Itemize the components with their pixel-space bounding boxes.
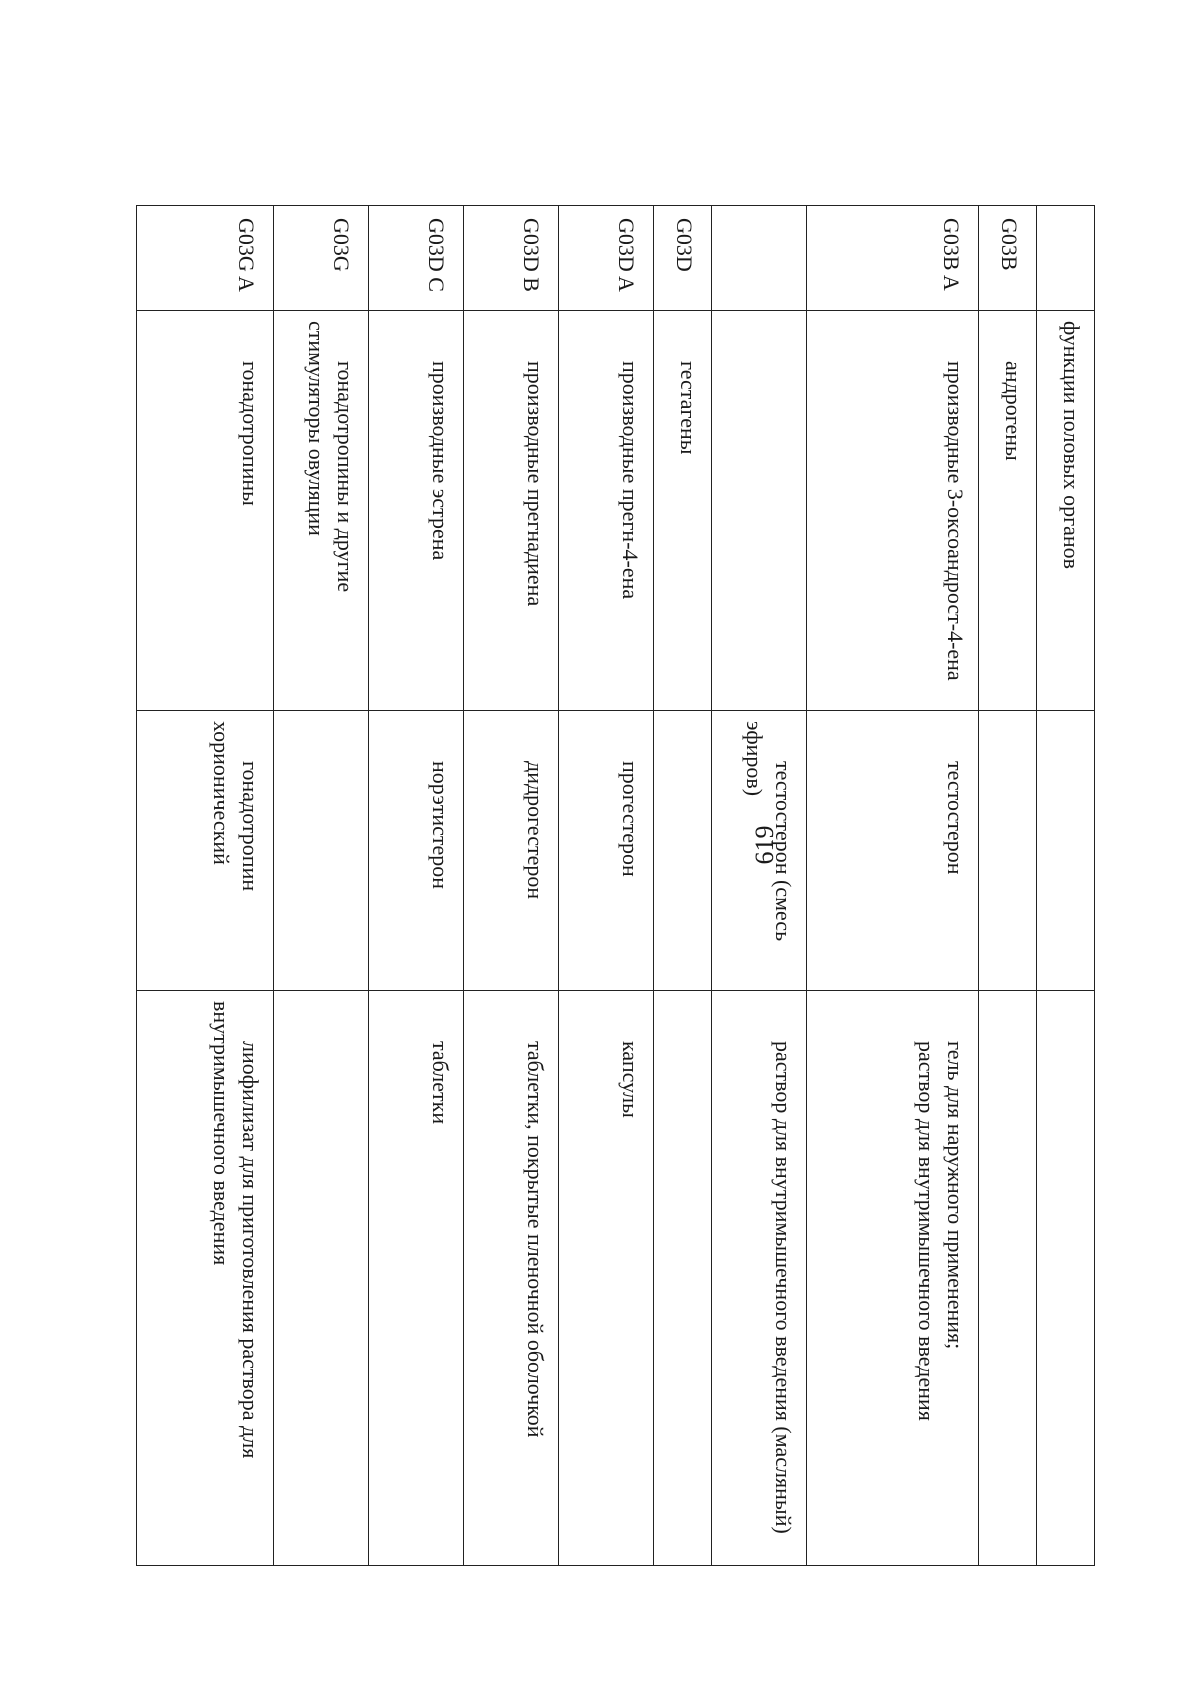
dosage-form-line: гель для наружного применения;: [943, 1041, 968, 1350]
table-row: [979, 206, 1037, 1566]
table-row: [464, 206, 559, 1566]
drug-name-cell: прогестерон: [559, 711, 654, 991]
drug-classification-table: [136, 205, 1095, 1566]
group-cell: функции половых органов: [1037, 311, 1095, 711]
group-cell: андрогены: [979, 311, 1037, 711]
group-cell: производные 3-оксоандрост-4-ена: [807, 311, 979, 711]
atc-code-cell: G03D: [654, 206, 712, 311]
group-cell: производные эстрена: [369, 311, 464, 711]
drug-name-cell: гонадотропин хорионический: [137, 711, 274, 991]
drug-name-cell: тестостерон: [807, 711, 979, 991]
atc-code-cell: G03D A: [559, 206, 654, 311]
drug-name-cell: [1037, 711, 1095, 991]
dosage-form-cell: капсулы: [559, 991, 654, 1566]
group-cell: гонадотропины: [137, 311, 274, 711]
drug-name-cell: [979, 711, 1037, 991]
atc-code-cell: G03D C: [369, 206, 464, 311]
table-row: [559, 206, 654, 1566]
drug-name-cell: норэтистерон: [369, 711, 464, 991]
group-cell: [712, 311, 807, 711]
dosage-form-cell: лиофилизат для приготовления раствора для внутримышечного введения: [137, 991, 274, 1566]
dosage-form-cell: раствор для внутримышечного введения (масляный): [712, 991, 807, 1566]
group-cell: гестагены: [654, 311, 712, 711]
dosage-form-cell: [979, 991, 1037, 1566]
page-number: 619: [750, 825, 779, 865]
dosage-form-cell: [274, 991, 369, 1566]
dosage-form-cell: [1037, 991, 1095, 1566]
table-row: [274, 206, 369, 1566]
drug-classification-table-container: [137, 205, 1095, 1565]
table-row: [1037, 206, 1095, 1566]
atc-code-cell: G03D B: [464, 206, 559, 311]
group-cell: производные прегнадиена: [464, 311, 559, 711]
drug-name-cell: [654, 711, 712, 991]
drug-name-cell: тестостерон (смесь эфиров): [712, 711, 807, 991]
dosage-form-line: раствор для внутримышечного введения: [913, 1041, 939, 1421]
atc-code-cell: G03G: [274, 206, 369, 311]
dosage-form-cell: таблетки: [369, 991, 464, 1566]
atc-code-cell: G03G A: [137, 206, 274, 311]
atc-code-cell: [1037, 206, 1095, 311]
table-row: [369, 206, 464, 1566]
drug-name-cell: дидрогестерон: [464, 711, 559, 991]
group-cell: производные прегн-4-ена: [559, 311, 654, 711]
dosage-form-cell: [654, 991, 712, 1566]
dosage-form-cell: [807, 991, 979, 1566]
group-cell: гонадотропины и другие стимуляторы овуляции: [274, 311, 369, 711]
table-row: [712, 206, 807, 1566]
atc-code-cell: G03B A: [807, 206, 979, 311]
table-row: [654, 206, 712, 1566]
atc-code-cell: [712, 206, 807, 311]
table-row: [137, 206, 274, 1566]
atc-code-cell: G03B: [979, 206, 1037, 311]
dosage-form-cell: таблетки, покрытые пленочной оболочкой: [464, 991, 559, 1566]
drug-name-cell: [274, 711, 369, 991]
table-row: [807, 206, 979, 1566]
